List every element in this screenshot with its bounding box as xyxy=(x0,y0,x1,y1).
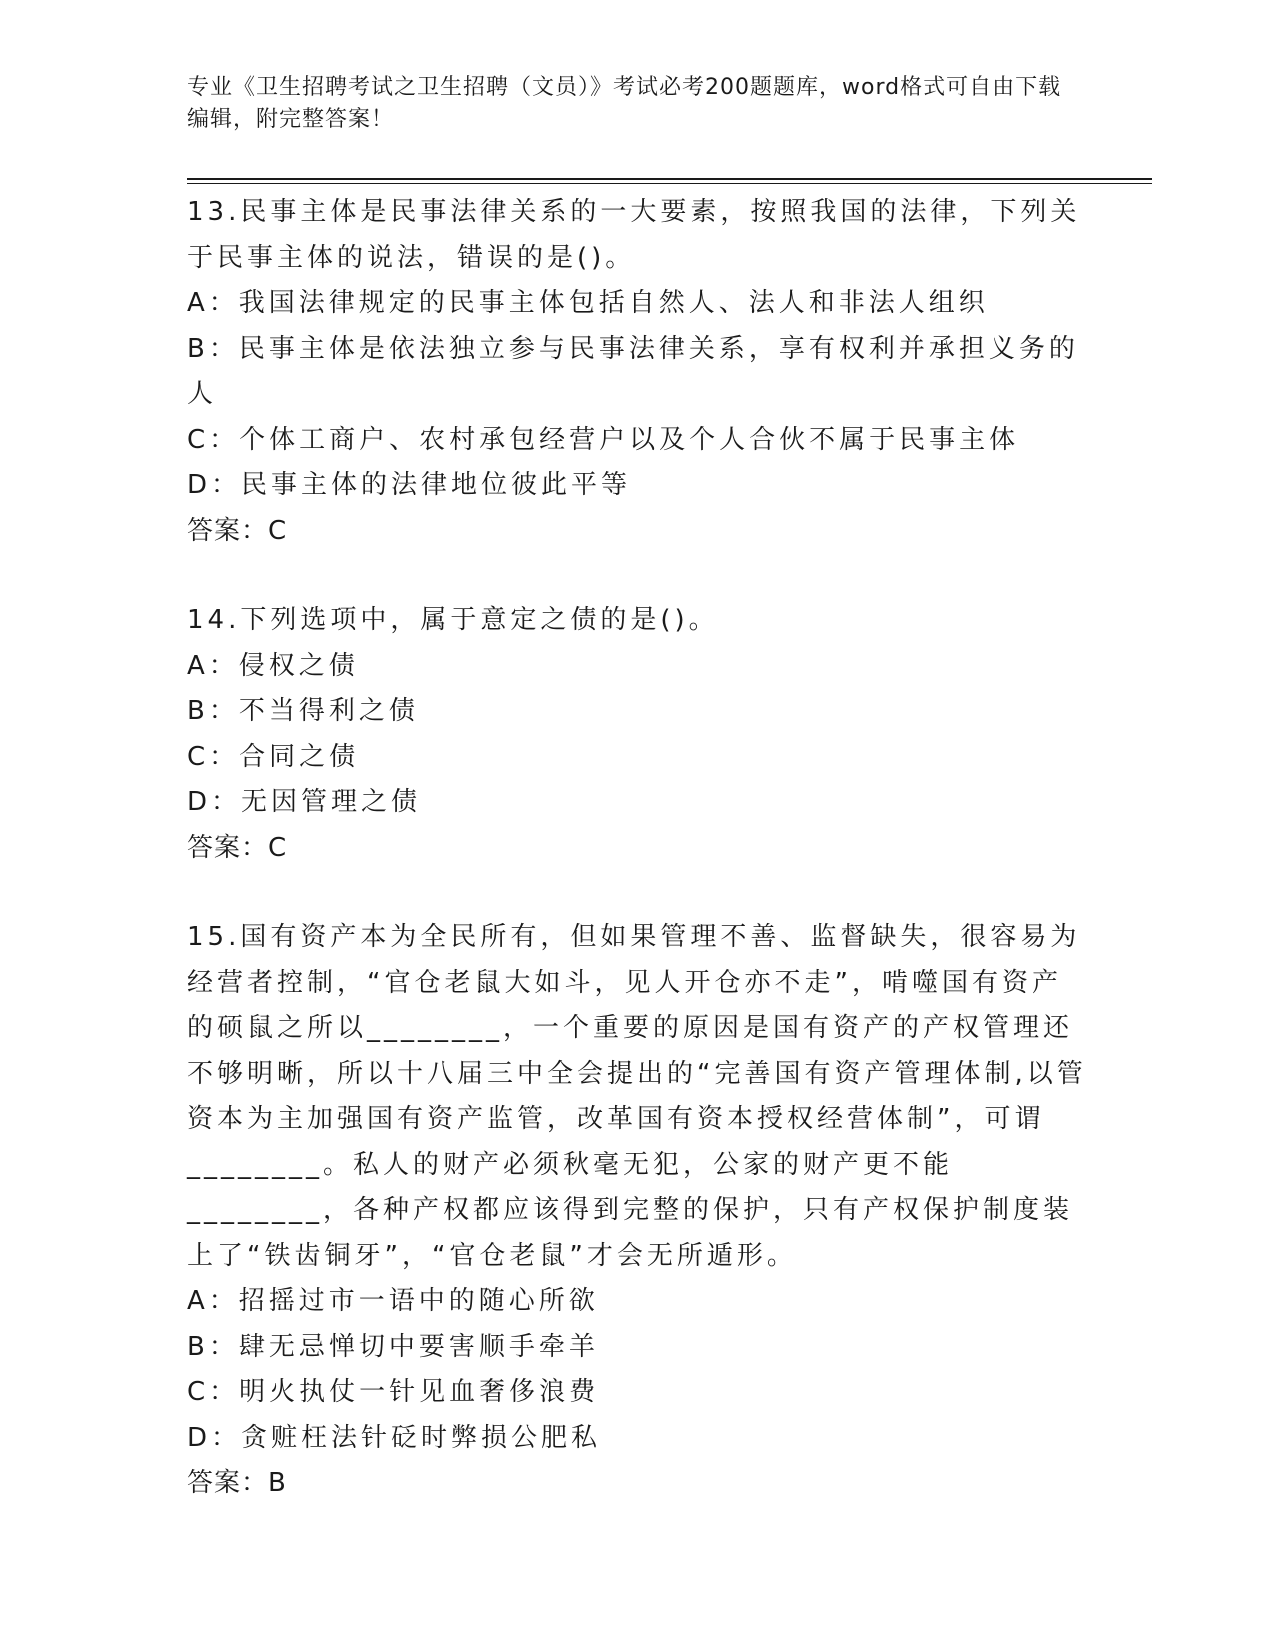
question-stem: 15.国有资产本为全民所有，但如果管理不善、监督缺失，很容易为经营者控制，“官仓老鼠大如斗，见人开仓亦不走”，啃噬国有资产的硕鼠之所以________，一个重要的原因是国有资产的产权管理还不够明晰，所以十八届三中全会提出的“完善国有资产管理体制,以管资本为主加强国有资产监管，改革国有资本授权经营体制”，可谓________。私人的财产必须秋毫无犯，公家的财产更不能________，各种产权都应该得到完整的保护，只有产权保护制度装上了“铁齿铜牙”，“官仓老鼠”才会无所遁形。 xyxy=(187,922,1087,1271)
option-c: C：合同之债 xyxy=(187,741,360,772)
question-stem: 13.民事主体是民事法律关系的一大要素，按照我国的法律，下列关于民事主体的说法，错误的是()。 xyxy=(187,197,1081,273)
option-a: A：招摇过市一语中的随心所欲 xyxy=(187,1286,599,1316)
question-14 xyxy=(187,598,1087,871)
answer-line: 答案：C xyxy=(187,832,288,863)
answer-line: 答案：C xyxy=(187,515,288,546)
header-divider-thin xyxy=(187,183,1152,184)
option-d: D：贪赃枉法针砭时弊损公肥私 xyxy=(187,1422,602,1453)
option-d: D：民事主体的法律地位彼此平等 xyxy=(187,470,632,500)
option-c: C：个体工商户、农村承包经营户以及个人合伙不属于民事主体 xyxy=(187,424,1020,455)
question-list xyxy=(187,190,1087,1507)
option-b: B：不当得利之债 xyxy=(187,696,419,726)
option-a: A：我国法律规定的民事主体包括自然人、法人和非法人组织 xyxy=(187,288,989,318)
option-b: B：肆无忌惮切中要害顺手牵羊 xyxy=(187,1331,599,1362)
option-d: D：无因管理之债 xyxy=(187,787,422,817)
header-divider-thick xyxy=(187,178,1152,180)
question-spacer xyxy=(187,871,1087,915)
question-13 xyxy=(187,190,1087,554)
answer-line: 答案：B xyxy=(187,1468,287,1498)
question-stem: 14.下列选项中，属于意定之债的是()。 xyxy=(187,605,719,635)
question-spacer xyxy=(187,554,1087,598)
option-a: A：侵权之债 xyxy=(187,650,359,681)
option-c: C：明火执仗一针见血奢侈浪费 xyxy=(187,1377,600,1407)
question-15 xyxy=(187,915,1087,1507)
option-b: B：民事主体是依法独立参与民事法律关系，享有权利并承担义务的人 xyxy=(187,333,1079,409)
document-header: 专业《卫生招聘考试之卫生招聘（文员）》考试必考200题题库，word格式可自由下载编辑，附完整答案！ xyxy=(187,75,1062,132)
